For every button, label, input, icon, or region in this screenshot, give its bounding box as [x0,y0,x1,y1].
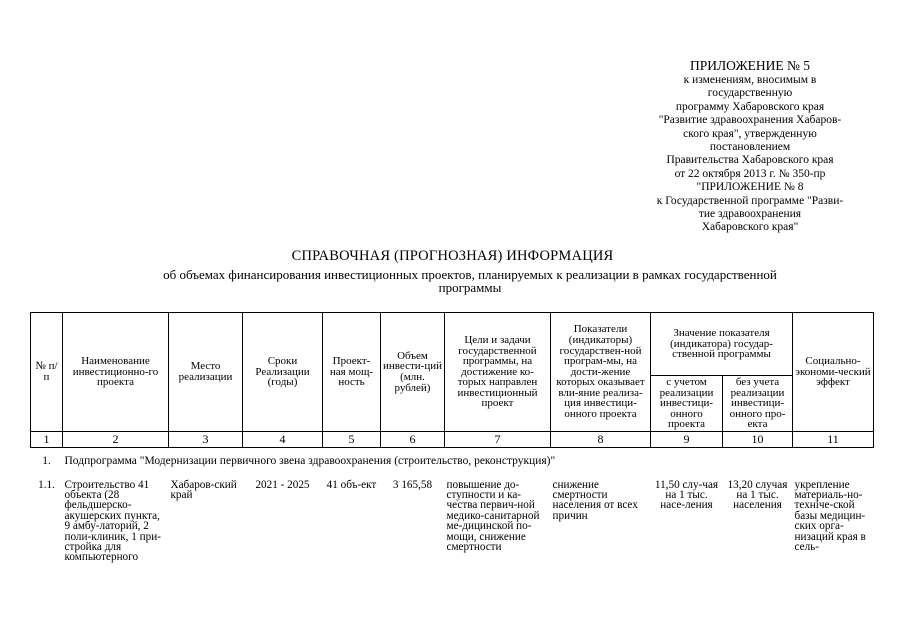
col-number: 11 [793,431,874,447]
row-without-project: 13,20 случая на 1 тыс. населения [727,478,788,512]
header-num: № п/п [31,313,63,432]
header-goals: Цели и задачи государственной программы, на достижение ко-торых направлен инвестиционный проект [445,313,551,432]
col-number: 3 [169,431,243,447]
col-number: 1 [31,431,63,447]
appendix-line: тие здравоохранения [698,208,802,221]
col-number: 4 [243,431,323,447]
header-value-group: Значение показателя (индикатора) государ-ственной программы [651,313,793,376]
header-with-project: с учетом реализации инвестици-онного проекта [651,376,723,432]
row-place: Хабаров-ский край [170,478,237,501]
appendix-line: постановлением [709,141,791,154]
row-goals: повышение до-ступности и ка-чества первич-ной медико-санитарной ме-дицинской по-мощи, снижение смертности [446,478,540,553]
appendix-line: от 22 октября 2013 г. № 350-пр [674,167,826,180]
investment-table [30,312,874,564]
col-number: 7 [445,431,551,447]
appendix-line: к Государственной программе "Разви- [656,194,844,207]
appendix-line: к изменениям, вносимым в [683,74,817,86]
row-num: 1.1. [38,478,55,491]
row-capacity: 41 объ-ект [326,478,377,491]
appendix-line: "Развитие здравоохранения Хабаров- [658,114,842,127]
row-indicators: снижение смертности населения от всех причин [552,478,638,522]
header-social: Социально-экономи-ческий эффект [793,313,874,432]
appendix-line: программу Хабаровского края [675,100,825,113]
subprogram-title: Подпрограмма "Модернизации первичного звена здравоохранения (строительство, реконструкция)" [64,454,556,467]
row-with-project: 11,50 слу-чая на 1 тыс. насе-ления [654,478,719,512]
appendix-line: государственную [707,87,793,100]
row-name: Строительство 41 объекта (28 фельдшерско-акушерских пункта, 9 амбу-латорий, 2 поли-клиник, 1 при-стройка для компьютерного [64,478,161,564]
header-without-project: без учета реализации инвестици-онного про-екта [723,376,793,432]
col-number: 8 [551,431,651,447]
appendix-line: Правительства Хабаровского края [666,154,834,167]
header-indicators: Показатели (индикаторы) государствен-ной програм-мы, на дости-жение которых оказывает вли-яние реализа-ция инвестици-онного проекта [551,313,651,432]
header-capacity: Проект-ная мощ-ность [323,313,381,432]
header-volume: Объем инвести-ций (млн. рублей) [381,313,445,432]
col-number: 6 [381,431,445,447]
row-volume: 3 165,58 [392,478,433,491]
document-title: СПРАВОЧНАЯ (ПРОГНОЗНАЯ) ИНФОРМАЦИЯ [291,248,614,264]
appendix-title: ПРИЛОЖЕНИЕ № 5 [689,58,811,73]
header-term: Сроки Реализации (годы) [243,313,323,432]
header-place: Место реализации [169,313,243,432]
appendix-line: "ПРИЛОЖЕНИЕ № 8 [696,181,804,194]
row-term: 2021 - 2025 [255,478,310,491]
appendix-block [620,58,880,235]
document-subtitle: об объемах финансирования инвестиционных проектов, планируемых к реализации в рамках государственной программы [163,267,777,295]
table-row [31,468,874,564]
header-name: Наименование инвестиционно-го проекта [63,313,169,432]
subprogram-row [31,447,874,467]
row-social: укрепление материаль-но-технiче-ской базы медицин-ских орга-низаций края в сель- [794,478,866,553]
col-number: 2 [63,431,169,447]
col-number: 5 [323,431,381,447]
subprogram-num: 1. [42,454,51,467]
col-number: 10 [723,431,793,447]
col-number: 9 [651,431,723,447]
appendix-line: ского края", утвержденную [683,127,817,140]
appendix-line: Хабаровского края" [701,221,799,234]
